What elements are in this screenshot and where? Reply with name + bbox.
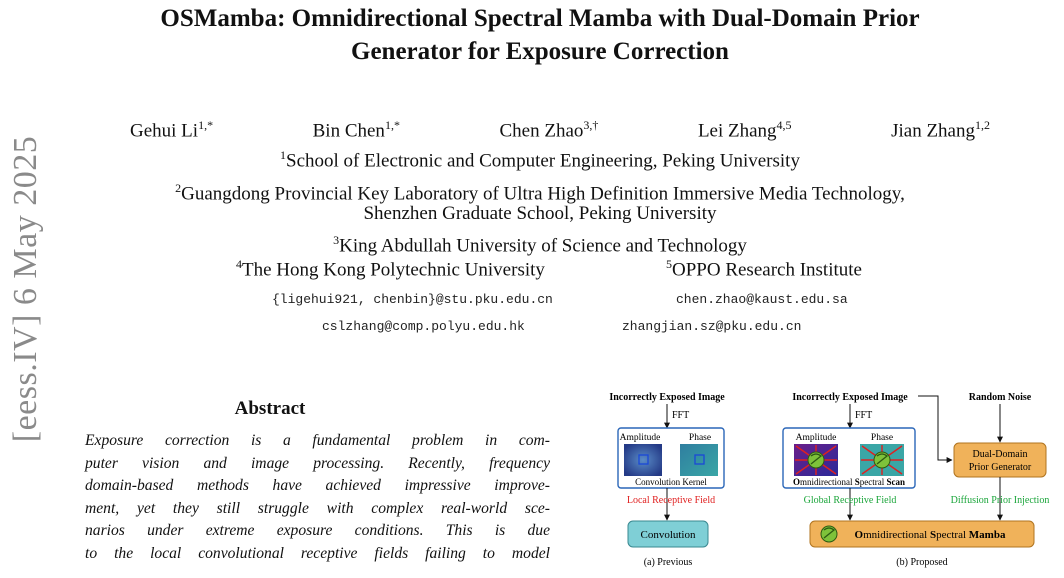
affiliation-1 [80, 144, 1000, 172]
paper-title [80, 2, 1000, 68]
mamba-block-label: Omnidirectional Spectral Mamba [854, 529, 1006, 541]
local-receptive-field-label: Local Receptive Field [626, 495, 716, 506]
affiliation-sup: 3 [333, 233, 340, 247]
abstract-line: ment, yet they still struggle with complex real-world sce- [85, 499, 550, 517]
author [499, 118, 598, 142]
arxiv-identifier [0, 0, 56, 578]
mamba-snake-icon [821, 526, 837, 542]
affiliation-text: The Hong Kong Polytechnic University [242, 259, 545, 281]
author [698, 118, 792, 142]
author-name: Jian Zhang [891, 120, 975, 142]
method-comparison-figure [600, 380, 1064, 578]
affiliation-2-continued: Shenzhen Graduate School, Peking University [363, 203, 717, 224]
abstract-body [85, 430, 550, 566]
abstract-line: Exposure correction is a fundamental problem in com- [85, 432, 550, 449]
author-name: Lei Zhang [697, 120, 777, 142]
author-name: Chen Zhao [499, 120, 584, 142]
email-line-1-left: {ligehui921, chenbin}@stu.pku.edu.cn [272, 292, 553, 307]
author-name: Gehui Li [130, 120, 199, 142]
title-line-2: Generator for Exposure Correction [351, 38, 729, 65]
abstract-line: to the local convolutional receptive fields failing to model [85, 544, 550, 562]
affiliation-text: OPPO Research Institute [672, 259, 862, 281]
email-line-2-right: zhangjian.sz@pku.edu.cn [622, 319, 802, 334]
image-to-generator-arrow [918, 396, 952, 460]
affiliation-3 [80, 229, 1000, 257]
affiliation-text: Guangdong Provincial Key Laboratory of Ultra High Definition Immersive Media Technology, [181, 183, 905, 205]
generator-label-line-2: Prior Generator [968, 462, 1032, 473]
author [313, 118, 400, 142]
right-input-label: Incorrectly Exposed Image [792, 392, 908, 403]
random-noise-label: Random Noise [968, 392, 1032, 403]
right-fft-label: FFT [855, 410, 873, 421]
affiliation-2 [80, 177, 1000, 205]
proposed-caption: (b) Proposed [896, 557, 948, 568]
abstract-line: narios under extreme exposure conditions. This is due [85, 522, 550, 540]
proposed-method-panel [783, 392, 1049, 568]
affiliation-sup: 1 [280, 148, 287, 162]
affiliation-text: King Abdullah University of Science and Technology [339, 235, 747, 257]
left-kernel-label: Convolution Kernel [635, 477, 707, 487]
abstract-heading: Abstract [234, 398, 306, 419]
affiliation-sup: 4 [236, 257, 242, 271]
title-line-1: OSMamba: Omnidirectional Spectral Mamba with Dual-Domain Prior [160, 5, 920, 32]
spectral-scan-label: Omnidirectional Spectral Scan [792, 477, 906, 487]
email-line-1-right: chen.zhao@kaust.edu.sa [676, 292, 848, 307]
left-phase-map [680, 444, 718, 476]
author-list [130, 118, 990, 142]
author [130, 118, 213, 142]
generator-label-line-1: Dual-Domain [972, 449, 1028, 460]
left-phase-label: Phase [688, 433, 712, 443]
author-sup: 1,2 [975, 118, 990, 132]
left-input-label: Incorrectly Exposed Image [609, 392, 725, 403]
author-sup: 4,5 [776, 118, 792, 132]
diffusion-prior-injection-label: Diffusion Prior Injection [950, 495, 1050, 506]
left-amplitude-label: Amplitude [619, 433, 661, 443]
affiliation-sup: 5 [666, 257, 672, 271]
affiliation-4 [236, 257, 545, 281]
affiliation-5 [666, 257, 862, 281]
convolution-block-label: Convolution [640, 529, 696, 541]
abstract-line: domain-based methods have achieved impressive improve- [85, 477, 550, 495]
global-receptive-field-label: Global Receptive Field [803, 495, 897, 506]
author-name: Bin Chen [312, 120, 385, 142]
right-amplitude-label: Amplitude [795, 433, 837, 443]
author-sup: 1,* [384, 118, 400, 132]
author [891, 118, 990, 142]
right-phase-label: Phase [870, 433, 894, 443]
previous-caption: (a) Previous [643, 557, 693, 568]
author-sup: 3,† [583, 118, 599, 132]
affiliation-sup: 2 [175, 181, 182, 195]
left-amplitude-map [624, 444, 662, 476]
previous-method-panel [609, 392, 725, 568]
abstract-line: puter vision and image processing. Recently, frequency [85, 454, 550, 472]
email-line-2-left: cslzhang@comp.polyu.edu.hk [322, 319, 525, 334]
author-sup: 1,* [198, 118, 214, 132]
affiliation-text: School of Electronic and Computer Engineering, Peking University [286, 150, 800, 172]
arxiv-stamp-text: [eess.IV] 6 May 2025 [7, 135, 44, 443]
left-fft-label: FFT [672, 410, 690, 421]
